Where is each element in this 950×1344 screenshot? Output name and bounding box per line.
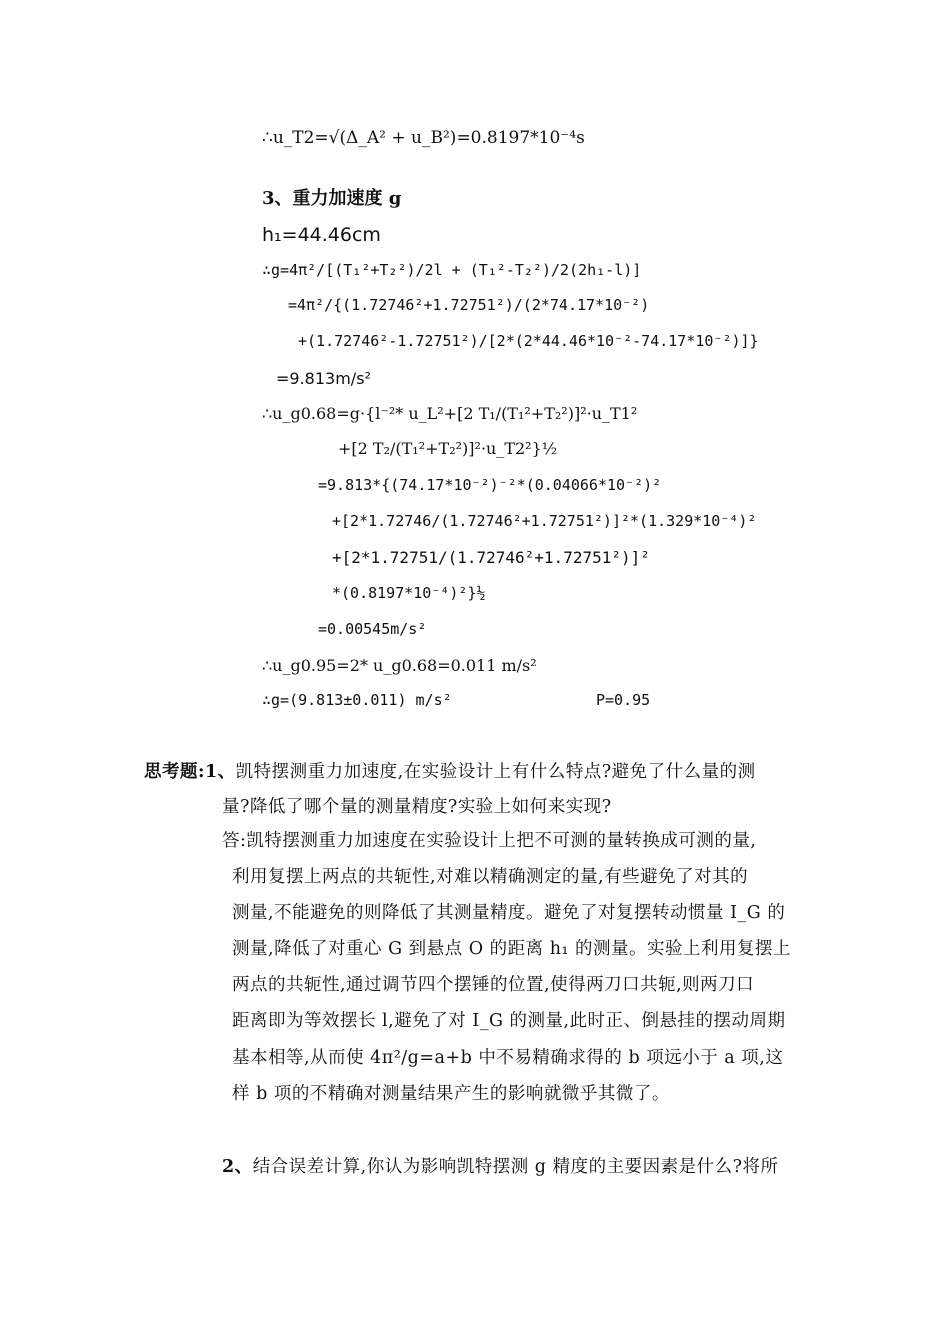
- ug-substitution-line-2: +[2*1.72746/(1.72746²+1.72751²)]²*(1.329*10⁻⁴)²: [332, 512, 757, 530]
- answer-1-line-7: 基本相等,从而使 4π²/g=a+b 中不易精确求得的 b 项远小于 a 项,这: [232, 1048, 784, 1068]
- answer-1-line-5: 两点的共轭性,通过调节四个摆锤的位置,使得两刀口共轭,则两刀口: [232, 975, 755, 995]
- g-final-result: ∴g=(9.813±0.011) m/s²: [262, 691, 452, 709]
- question-1-number: 1、: [204, 762, 236, 782]
- ug-substitution-line-4: *(0.8197*10⁻⁴)²}½: [332, 584, 486, 602]
- h1-value: h₁=44.46cm: [262, 224, 381, 246]
- g-formula: ∴g=4π²/[(T₁²+T₂²)/2l + (T₁²-T₂²)/2(2h₁-l)]: [262, 261, 642, 279]
- question-2-number: 2、: [222, 1157, 253, 1177]
- ut2-result-line: ∴u_T2=√(Δ_A² + u_B²)=0.8197*10⁻⁴s: [262, 128, 585, 148]
- question-1-line-1: [144, 762, 756, 783]
- g-substitution-line-1: =4π²/{(1.72746²+1.72751²)/(2*74.17*10⁻²): [288, 296, 650, 314]
- ug095-line: ∴u_g0.95=2* u_g0.68=0.011 m/s²: [262, 656, 537, 675]
- answer-1-line-6: 距离即为等效摆长 l,避免了对 I_G 的测量,此时正、倒悬挂的摆动周期: [232, 1011, 786, 1031]
- ug-result: =0.00545m/s²: [318, 620, 427, 638]
- g-result: =9.813m/s²: [276, 369, 371, 388]
- question-1-text-1: 凯特摆测重力加速度,在实验设计上有什么特点?避免了什么量的测: [235, 762, 756, 782]
- answer-1-line-8: 样 b 项的不精确对测量结果产生的影响就微乎其微了。: [232, 1084, 670, 1104]
- g-substitution-line-2: +(1.72746²-1.72751²)/[2*(2*44.46*10⁻²-74.17*10⁻²)]}: [298, 332, 759, 350]
- question-2-line-1: [222, 1157, 778, 1178]
- ug068-formula-line-2: +[2 T₂/(T₁²+T₂²)]²·u_T2²}½: [338, 439, 558, 458]
- questions-label: 思考题:: [144, 762, 205, 782]
- question-2-text-1: 结合误差计算,你认为影响凯特摆测 g 精度的主要因素是什么?将所: [252, 1157, 779, 1177]
- ug068-formula-line-1: ∴u_g0.68=g·{l⁻²* u_L²+[2 T₁/(T₁²+T₂²)]²·u_T1²: [262, 404, 638, 423]
- answer-1-line-1: 答:凯特摆测重力加速度在实验设计上把不可测的量转换成可测的量,: [222, 831, 757, 851]
- probability-value: P=0.95: [596, 691, 651, 709]
- answer-1-line-4: 测量,降低了对重心 G 到悬点 O 的距离 h₁ 的测量。实验上利用复摆上: [232, 939, 792, 959]
- ug-substitution-line-3: +[2*1.72751/(1.72746²+1.72751²)]²: [332, 548, 650, 567]
- section-3-title: 3、重力加速度 g: [262, 188, 402, 209]
- answer-1-line-2: 利用复摆上两点的共轭性,对难以精确测定的量,有些避免了对其的: [232, 867, 749, 887]
- ug-substitution-line-1: =9.813*{(74.17*10⁻²)⁻²*(0.04066*10⁻²)²: [318, 476, 662, 494]
- question-1-line-2: 量?降低了哪个量的测量精度?实验上如何来实现?: [222, 797, 612, 817]
- answer-1-line-3: 测量,不能避免的则降低了其测量精度。避免了对复摆转动惯量 I_G 的: [232, 903, 786, 923]
